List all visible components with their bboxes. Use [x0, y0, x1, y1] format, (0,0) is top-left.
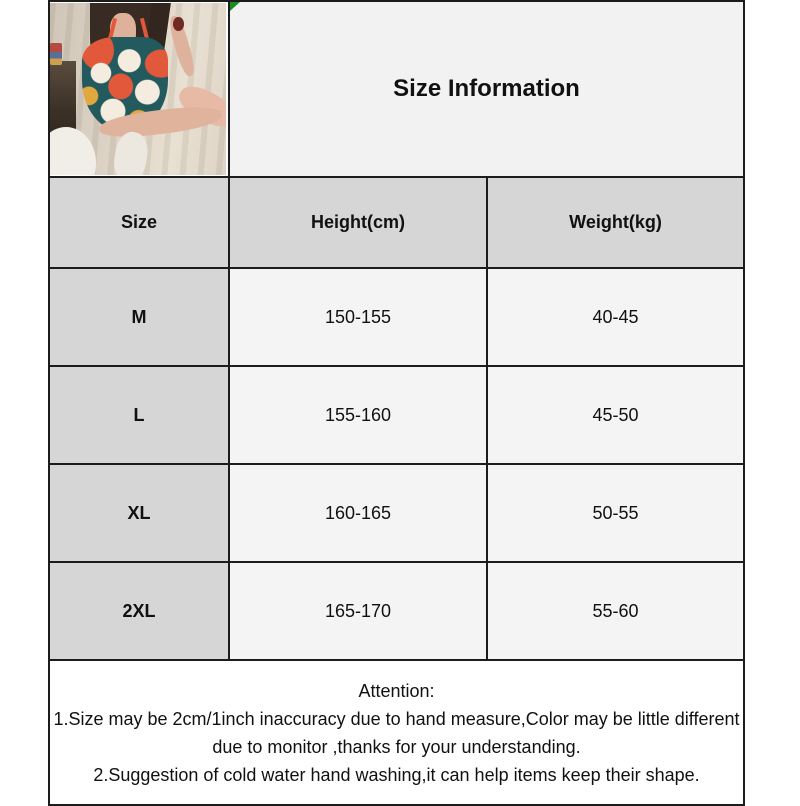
attention-row: [49, 660, 744, 805]
photo-hand-item-shape: [173, 17, 184, 31]
column-header-height: Height(cm): [229, 177, 487, 268]
height-value: 165-170: [229, 562, 487, 660]
table-row: [49, 562, 744, 660]
weight-value: 45-50: [487, 366, 744, 464]
column-header-size: Size: [49, 177, 229, 268]
photo-title-row: [49, 1, 744, 177]
attention-note-2: 2.Suggestion of cold water hand washing,it can help items keep their shape.: [93, 764, 700, 785]
weight-value: 50-55: [487, 464, 744, 562]
weight-value: 40-45: [487, 268, 744, 366]
height-value: 160-165: [229, 464, 487, 562]
height-value: 155-160: [229, 366, 487, 464]
photo-sock-shape: [112, 130, 151, 175]
attention-label: Attention:: [358, 680, 435, 701]
size-label: M: [49, 268, 229, 366]
product-photo-cell: [49, 1, 229, 177]
size-label: XL: [49, 464, 229, 562]
green-corner-marker-icon: [230, 2, 240, 11]
table-header-row: [49, 177, 744, 268]
size-label: 2XL: [49, 562, 229, 660]
page-title: Size Information: [393, 75, 580, 102]
attention-box: [49, 660, 744, 805]
size-label: L: [49, 366, 229, 464]
attention-note-1: 1.Size may be 2cm/1inch inaccuracy due to hand measure,Color may be little different due to monitor ,thanks for your understanding.: [53, 708, 740, 757]
size-chart-table: [48, 0, 745, 806]
photo-wall-sticker-shape: [50, 43, 62, 65]
table-row: [49, 268, 744, 366]
column-header-weight: Weight(kg): [487, 177, 744, 268]
height-value: 150-155: [229, 268, 487, 366]
weight-value: 55-60: [487, 562, 744, 660]
product-photo: [50, 3, 226, 175]
table-row: [49, 464, 744, 562]
table-row: [49, 366, 744, 464]
photo-bedding-shape: [50, 127, 96, 175]
title-cell: [229, 1, 744, 177]
